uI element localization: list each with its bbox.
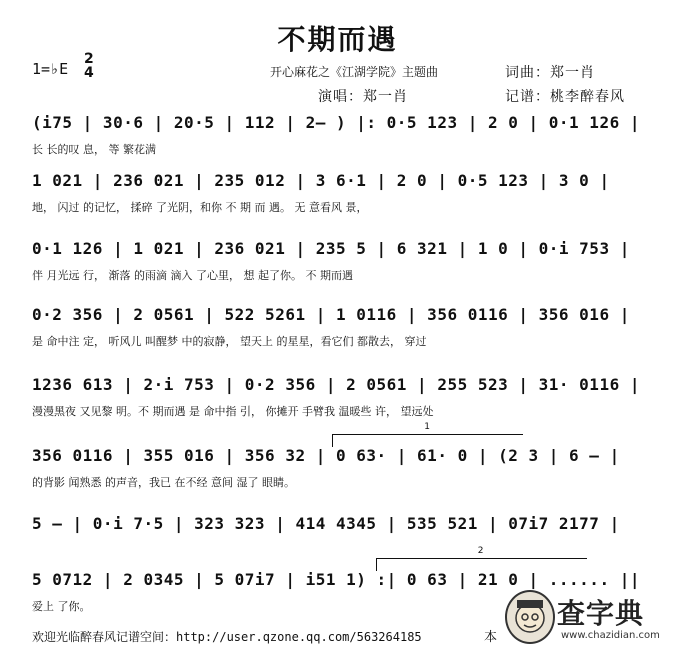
footer-text: 欢迎光临醉春风记谱空间：http://user.qzone.qq.com/563264185 <box>32 630 422 644</box>
notes: 5 0712 | 2 0345 | 5 07i7 | i51 1) :| 0 63 | 21 0 | ...... || <box>32 570 640 589</box>
lyric: 伴 月光远 行， 渐落 的雨滴 滴入 了心里， 想 起了你。 不 期而遇 <box>32 269 353 282</box>
mascot-icon <box>505 590 555 644</box>
score-row-4 <box>32 305 632 348</box>
notes: 356 0116 | 355 016 | 356 32 | 0 63· | 61· 0 | (2 3 | 6 – | <box>32 446 620 465</box>
logo-url: www.chazidian.com <box>561 630 660 641</box>
time-signature <box>84 52 94 80</box>
score-row-5 <box>32 375 640 418</box>
logo-text: 查字典 <box>557 597 645 630</box>
time-signature-top: 2 <box>84 51 94 67</box>
lyricist-composer: 词曲：郑一肖 <box>505 65 595 81</box>
score-row-2 <box>32 171 632 214</box>
subtitle: 开心麻花之《江湖学院》主题曲 <box>270 65 439 79</box>
lyric: 长 长的叹 息， 等 繁花满 <box>32 143 156 156</box>
time-signature-bottom: 4 <box>84 65 94 81</box>
notes: 0·2 356 | 2 0561 | 522 5261 | 1 0116 | 356 0116 | 356 016 | <box>32 305 630 324</box>
key-signature: 1=♭E <box>32 60 69 78</box>
singer: 演唱：郑一肖 <box>318 89 408 105</box>
lyric: 地， 闪过 的记忆， 揉碎 了光阴，和你 不 期 而 遇。 无 意看风 景， <box>32 201 368 214</box>
notes: 5 – | 0·i 7·5 | 323 323 | 414 4345 | 535 521 | 07i7 2177 | <box>32 514 620 533</box>
notes: 1 021 | 236 021 | 235 012 | 3 6·1 | 2 0 | 0·5 123 | 3 0 | <box>32 171 610 190</box>
lyric: 是 命中注 定， 听风儿 叫醒梦 中的寂静， 望天上 的星星，看它们 都散去， 穿过 <box>32 335 427 348</box>
watermark-logo <box>505 588 665 648</box>
notes: 1236 613 | 2·i 753 | 0·2 356 | 2 0561 | 255 523 | 31· 0116 | <box>32 375 640 394</box>
score-row-3 <box>32 239 632 282</box>
footer-end-text: 本 <box>484 630 498 645</box>
score-row-7 <box>32 514 632 540</box>
notation-by: 记谱：桃李醉春风 <box>505 89 625 105</box>
notes: 0·1 126 | 1 021 | 236 021 | 235 5 | 6 321 | 1 0 | 0·i 753 | <box>32 239 630 258</box>
score-row-1 <box>32 113 640 156</box>
volta-number: 1 <box>424 422 430 432</box>
lyric: 的背影 闻熟悉 的声音，我已 在不经 意间 湿了 眼睛。 <box>32 476 295 489</box>
notes: (i75 | 30·6 | 20·5 | 112 | 2– ) |: 0·5 123 | 2 0 | 0·1 126 | <box>32 113 640 132</box>
lyric: 漫漫黑夜 又见黎 明。不 期而遇 是 命中指 引， 你摊开 手臂我 温暖些 许， 望远处 <box>32 405 434 418</box>
lyric: 爱上 了你。 <box>32 600 91 613</box>
song-title: 不期而遇 <box>277 23 398 56</box>
score-row-6 <box>32 422 632 489</box>
volta-number: 2 <box>477 546 484 556</box>
